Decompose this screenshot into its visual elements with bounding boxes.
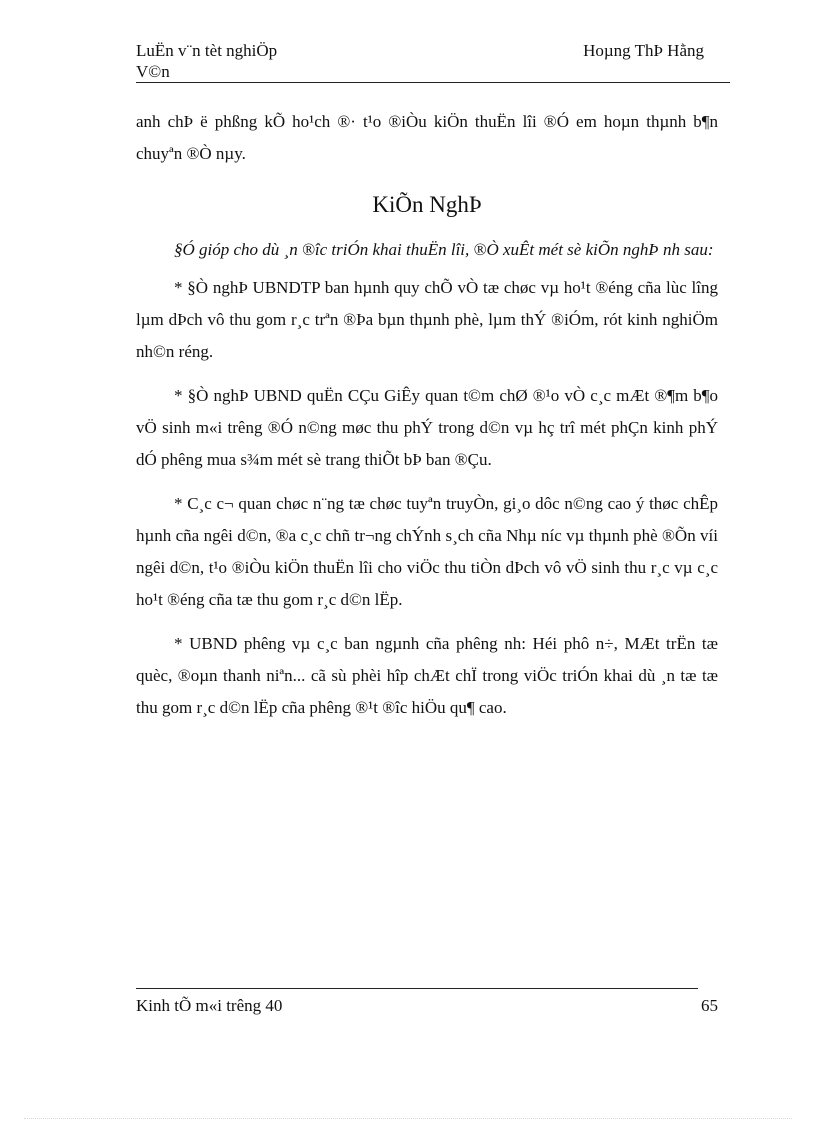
header-author: Hoµng ThÞ Hằng — [583, 41, 704, 60]
page-edge-divider — [24, 1118, 792, 1119]
footer-left-text: Kinh tÕ m«i trêng 40 — [136, 996, 283, 1015]
intro-paragraph: anh chÞ ë phßng kÕ ho¹ch ®· t¹o ®iÒu kiÖn thuËn lîi ®Ó em hoµn thµnh b¶n chuyªn ®Ò nµy. — [136, 112, 718, 163]
footer-divider — [136, 988, 698, 989]
header-left-text: LuËn v¨n tèt nghiÖp V©n — [136, 41, 278, 81]
recommendation-paragraph-4: * UBND phêng vµ c¸c ban ngµnh cña phêng nh: Héi phô n÷, MÆt trËn tæ quèc, ®oµn thanh niªn... cã sù phèi hîp chÆt chÏ trong viÖc triÓn khai dù ¸n tæ tæ thu gom r¸c d©n lËp cña phêng ®¹t ®îc hiÖu qu¶ cao. — [136, 634, 718, 717]
recommendation-paragraph-1: * §Ò nghÞ UBNDTP ban hµnh quy chÕ vÒ tæ chøc vµ ho¹t ®éng cña lùc lîng lµm dÞch vô thu gom r¸c trªn ®Þa bµn thµnh phè, lµm thÝ ®iÓm, rót kinh nghiÖm nh©n réng. — [136, 278, 718, 361]
lead-paragraph: §Ó gióp cho dù ¸n ®îc triÓn khai thuËn lîi, ®Ò xuÊt mét sè kiÕn nghÞ nh sau: — [174, 240, 714, 259]
footer-text-row — [136, 995, 726, 1019]
page-footer — [136, 988, 726, 1019]
page-content — [136, 106, 718, 724]
page-header — [136, 40, 730, 83]
page-number: 65 — [701, 996, 718, 1015]
recommendation-paragraph-2: * §Ò nghÞ UBND quËn CÇu GiÊy quan t©m chØ ®¹o vÒ c¸c mÆt ®¶m b¶o vÖ sinh m«i trêng ®Ó n©ng møc thu phÝ trong d©n vµ hç trî mét phÇn kinh phÝ dÓ phêng mua s¾m mét sè trang thiÕt bÞ ban ®Çu. — [136, 386, 718, 469]
recommendation-paragraph-3: * C¸c c¬ quan chøc n¨ng tæ chøc tuyªn truyÒn, gi¸o dôc n©ng cao ý thøc chÊp hµnh cña ngêi d©n, ®a c¸c chñ tr¬ng chÝnh s¸ch cña Nhµ níc vµ thµnh phè ®Õn víi ngêi d©n, t¹o ®iÒu kiÖn thuËn lîi cho viÖc thu tiÒn dÞch vô vÖ sinh thu r¸c vµ c¸c ho¹t ®éng cña tæ thu gom r¸c d©n lËp. — [136, 494, 718, 609]
section-title: KiÕn NghÞ — [372, 192, 482, 217]
